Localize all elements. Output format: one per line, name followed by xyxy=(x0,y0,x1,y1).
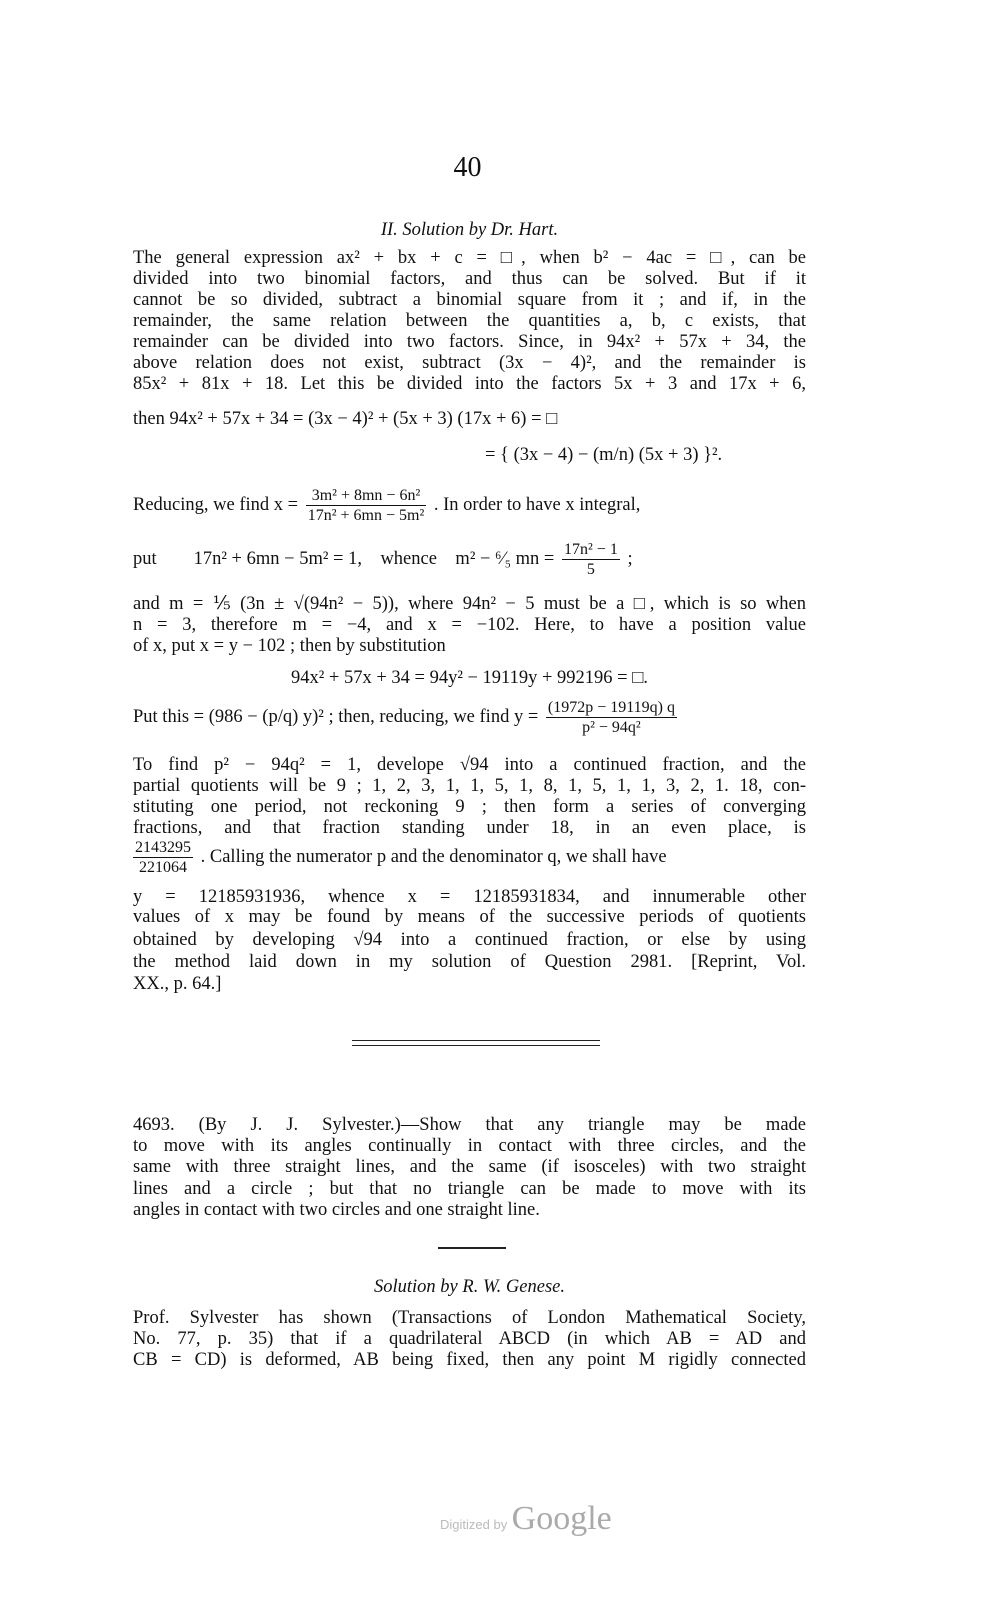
fraction xyxy=(546,698,677,737)
paragraph-line: n = 3, therefore m = −4, and x = −102. Here, to have a position value xyxy=(133,615,806,635)
question-line: to move with its angles continually in contact with three circles, and the xyxy=(133,1136,806,1156)
paragraph-line: partial quotients will be 9 ; 1, 2, 3, 1, 1, 5, 1, 8, 1, 5, 1, 1, 3, 2, 1. 18, con- xyxy=(133,776,806,796)
paragraph-line: and m = ⅕ (3n ± √(94n² − 5)), where 94n² − 5 must be a □, which is so when xyxy=(133,594,806,614)
text: . Calling the numerator p and the denominator q, we shall have xyxy=(200,846,667,867)
text: Reducing, we find x = xyxy=(133,494,299,515)
divider xyxy=(352,1045,600,1046)
text: ; xyxy=(627,548,633,569)
text: put 17n² + 6mn − 5m² = 1, whence m² − ⁶⁄₅ mn = xyxy=(133,548,555,569)
question-line: angles in contact with two circles and one straight line. xyxy=(133,1200,540,1220)
question-line: lines and a circle ; but that no triangle can be made to move with its xyxy=(133,1179,806,1199)
denominator: 5 xyxy=(586,561,595,578)
page-number: 40 xyxy=(453,152,482,183)
equation: then 94x² + 57x + 34 = (3x − 4)² + (5x + 3) (17x + 6) = □ xyxy=(133,409,558,429)
numerator: (1972p − 19119q) q xyxy=(547,699,675,716)
numerator: 17n² − 1 xyxy=(564,541,618,558)
equation: 94x² + 57x + 34 = 94y² − 19119y + 992196 = □. xyxy=(290,668,649,688)
equation-line xyxy=(133,540,806,579)
equation-line xyxy=(133,838,806,877)
fraction xyxy=(133,838,193,877)
equation-line xyxy=(133,698,806,737)
watermark-prefix: Digitized by xyxy=(440,1517,508,1532)
paragraph-line: remainder can be divided into two factors. Since, in 94x² + 57x + 34, the xyxy=(133,332,806,352)
paragraph-line: values of x may be found by means of the successive periods of quotients xyxy=(133,907,806,927)
text: Put this = (986 − (p/q) y)² ; then, reducing, we find y = xyxy=(133,706,539,727)
paragraph-line: divided into two binomial factors, and thus can be solved. But if it xyxy=(133,269,806,289)
google-logo: Google xyxy=(511,1500,612,1537)
divider xyxy=(438,1247,506,1249)
numerator: 2143295 xyxy=(135,839,191,856)
paragraph-line: obtained by developing √94 into a continued fraction, or else by using xyxy=(133,930,806,950)
paragraph-line: of x, put x = y − 102 ; then by substitution xyxy=(133,636,446,656)
watermark xyxy=(440,1500,612,1538)
paragraph-line: No. 77, p. 35) that if a quadrilateral ABCD (in which AB = AD and xyxy=(133,1329,806,1349)
paragraph-line: fractions, and that fraction standing under 18, in an even place, is xyxy=(133,818,806,838)
paragraph-line: stituting one period, not reckoning 9 ; then form a series of converging xyxy=(133,797,806,817)
denominator: 17n² + 6mn − 5m² xyxy=(307,507,425,524)
paragraph-line: CB = CD) is deformed, AB being fixed, then any point M rigidly connected xyxy=(133,1350,806,1370)
paragraph-line: above relation does not exist, subtract (3x − 4)², and the remainder is xyxy=(133,353,806,373)
divider xyxy=(352,1040,600,1041)
paragraph-line: To find p² − 94q² = 1, develope √94 into a continued fraction, and the xyxy=(133,755,806,775)
fraction xyxy=(562,540,620,579)
paragraph-line: y = 12185931936, whence x = 12185931834, and innumerable other xyxy=(133,887,806,907)
paragraph-line: The general expression ax² + bx + c = □, when b² − 4ac = □, can be xyxy=(133,248,806,268)
solution-heading: Solution by R. W. Genese. xyxy=(374,1277,565,1297)
question-line: 4693. (By J. J. Sylvester.)—Show that any triangle may be made xyxy=(133,1115,806,1135)
fraction xyxy=(306,486,427,525)
equation-line xyxy=(133,486,806,525)
equation: = { (3x − 4) − (m/n) (5x + 3) }². xyxy=(485,445,723,465)
paragraph-line: cannot be so divided, subtract a binomial square from it ; and if, in the xyxy=(133,290,806,310)
numerator: 3m² + 8mn − 6n² xyxy=(306,486,427,506)
solution-heading: II. Solution by Dr. Hart. xyxy=(380,220,559,240)
paragraph-line: Prof. Sylvester has shown (Transactions of London Mathematical Society, xyxy=(133,1308,806,1328)
paragraph-line: XX., p. 64.] xyxy=(133,974,222,994)
paragraph-line: the method laid down in my solution of Question 2981. [Reprint, Vol. xyxy=(133,952,806,972)
question-line: same with three straight lines, and the same (if isosceles) with two straight xyxy=(133,1157,806,1177)
denominator: 221064 xyxy=(139,859,187,876)
paragraph-line: remainder, the same relation between the quantities a, b, c exists, that xyxy=(133,311,806,331)
denominator: p² − 94q² xyxy=(582,719,641,736)
paragraph-line: 85x² + 81x + 18. Let this be divided into the factors 5x + 3 and 17x + 6, xyxy=(133,374,806,394)
text: . In order to have x integral, xyxy=(433,494,641,515)
